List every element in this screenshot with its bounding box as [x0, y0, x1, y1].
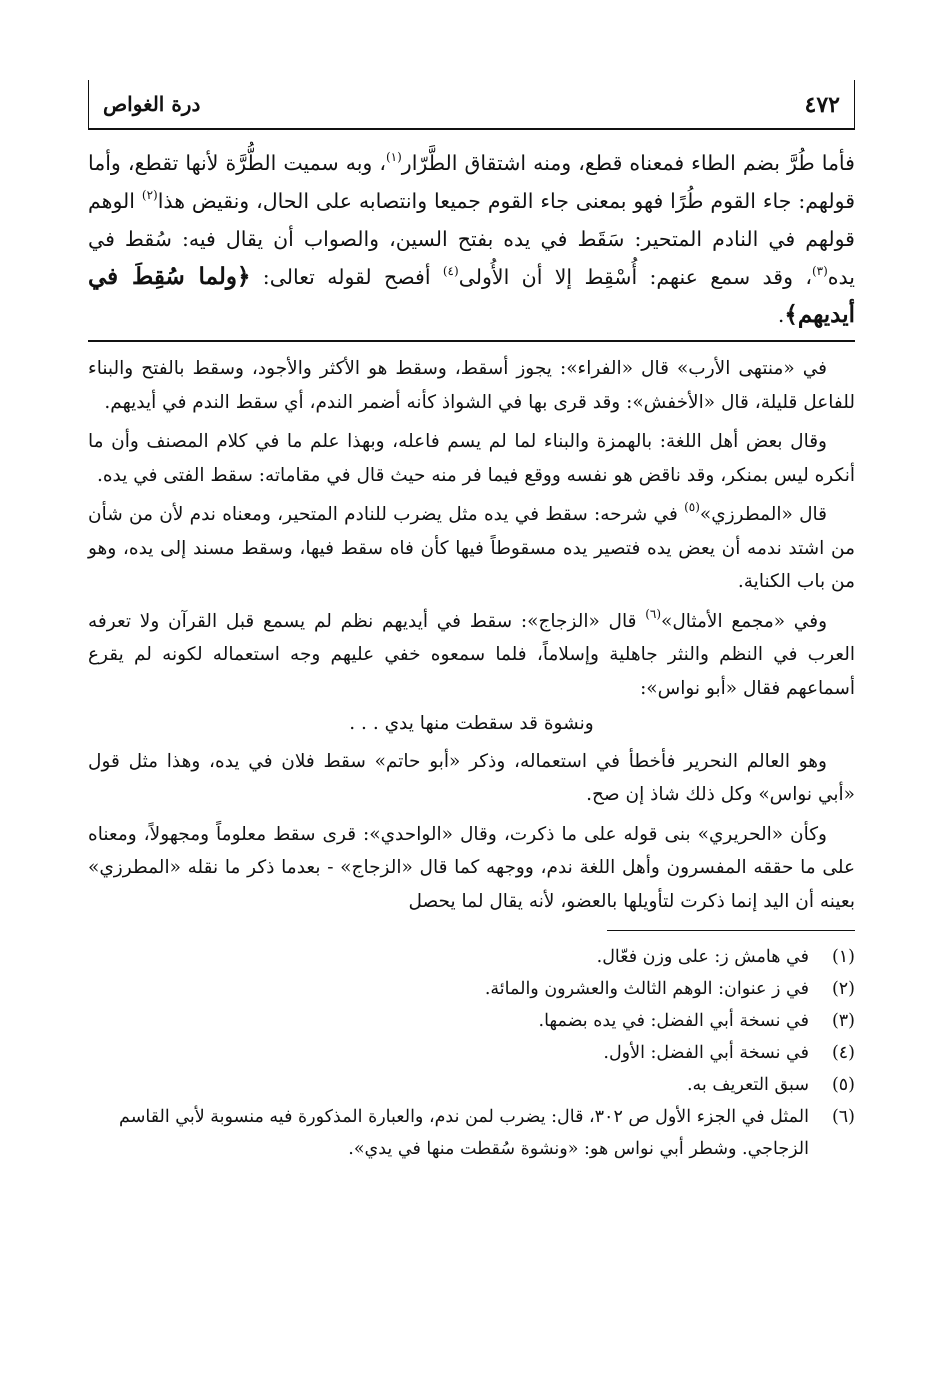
commentary-text: قال «الزجاج»: سقط في أيديهم نظم لم يسمع قبل القرآن ولا تعرفه العرب في النظم والنثر جاهلية وإسلاماً، فلما سمعوه خفي عليهم وجه استعماله لكونه لم يقرع أسماعهم فقال «أبو نواس»:	[88, 610, 855, 699]
footnote-ref-3: (٣)	[811, 264, 828, 278]
running-title: درة الغواص	[103, 92, 201, 116]
main-text-part: أفصح لقوله تعالى:	[250, 265, 443, 289]
quran-quote: ﴿ولما سُقِطَ في أيديهم﴾	[88, 263, 855, 328]
main-paragraph	[88, 144, 855, 334]
footnote-item	[88, 941, 855, 973]
footnote-number: (١)	[831, 947, 855, 967]
poetry-verse: ونشوة قد سقطت منها يدي . . .	[349, 713, 594, 734]
footnote-item	[88, 1069, 855, 1101]
footnote-ref-5: (٥)	[684, 500, 700, 514]
page-number: ٤٧٢	[804, 92, 840, 118]
footnote-ref-2: (٢)	[141, 188, 158, 202]
page-header	[88, 80, 855, 130]
main-text-part: الوهم قولهم في النادم المتحير: سَقَط في يده بفتح السين، والصواب أن يقال فيه: سُقط في يده	[88, 189, 855, 289]
footnote-item	[88, 1037, 855, 1069]
commentary	[88, 352, 855, 918]
footnotes	[88, 941, 855, 1165]
footnote-number: (٤)	[831, 1043, 855, 1063]
commentary-text: وفي «مجمع الأمثال»	[661, 610, 828, 632]
commentary-text: قال «المطرزي»	[699, 504, 827, 525]
footnote-text: في نسخة أبي الفضل: الأول.	[603, 1043, 809, 1063]
footnote-text: في ز عنوان: الوهم الثالث والعشرون والمائة.	[484, 979, 809, 999]
footnote-item	[88, 1005, 855, 1037]
footnote-divider	[607, 930, 855, 931]
section-divider	[88, 340, 855, 342]
footnote-number: (٣)	[831, 1011, 855, 1031]
commentary-text: في شرحه: سقط في يده مثل يضرب للنادم المتحير، ومعناه ندم لأن من شأن من اشتد ندمه أن يعض يده فتصير يده مسقوطاً فيها كأن فاه سقط فيها، وسقط مسند إلى يده، وهو من باب الكناية.	[88, 504, 855, 592]
footnote-text: سبق التعريف به.	[686, 1075, 809, 1095]
commentary-paragraph: في «منتهى الأرب» قال «الفراء»: يجوز أسقط، وسقط هو الأكثر والأجود، وسقط بالفتح والبناء للفاعل قليلة، قال «الأخفش»: وقد قرى بها في الشواذ كأنه أضمر الندم، أي سقط الندم في أيديهم.	[88, 358, 855, 413]
footnote-ref-1: (١)	[385, 150, 402, 164]
footnote-item	[88, 973, 855, 1005]
footnote-ref-4: (٤)	[442, 264, 459, 278]
commentary-paragraph	[88, 605, 855, 706]
main-text-part: .	[777, 303, 785, 327]
commentary-paragraph	[88, 498, 855, 599]
main-text-part: فأما طُرَّ بضم الطاء فمعناه قطع، ومنه اشتقاق الطَّرّار	[401, 151, 855, 175]
commentary-paragraph: وكأن «الحريري» بنى قوله على ما ذكرت، وقال «الواحدي»: قرى سقط معلوماً ومجهولاً، ومعناه على ما حققه المفسرون وأهل اللغة ندم، ووجهه كما قال «الزجاج» - بعدما ذكر ما نقله «المطرزي» بعينه أن اليد إنما ذكرت لتأويلها بالعضو، لأنه يقال لما يحصل	[88, 823, 855, 912]
footnote-text: في نسخة أبي الفضل: في يده بضمها.	[538, 1011, 809, 1031]
book-page	[88, 80, 855, 1165]
footnote-number: (٢)	[831, 979, 855, 999]
main-text-part: ، وبه سميت الطُّرَّة لأنها تقطع، وأما قولهم: جاء القوم طُرًا فهو بمعنى جاء القوم جميعا وانتصابه على الحال، ونقيض هذا	[88, 151, 855, 213]
main-text-part: ، وقد سمع عنهم: أُسْقِط إلا أن الأُولى	[458, 265, 812, 289]
footnote-ref-6: (٦)	[645, 606, 662, 621]
footnote-number: (٥)	[831, 1075, 855, 1095]
main-text	[88, 144, 855, 334]
commentary-paragraph: وقال بعض أهل اللغة: بالهمزة والبناء لما لم يسم فاعله، وبهذا علم ما في كلام المصنف وأن ما أنكره ليس بمنكر، وقد ناقض هو نفسه ووقع فيما فر منه حيث قال في مقاماته: سقط الفتى في يده.	[88, 431, 855, 486]
commentary-paragraph: وهو العالم النحرير فأخطأ في استعماله، وذكر «أبو حاتم» سقط فلان في يده، وهذا مثل قول «أبي نواس» وكل ذلك شاذ إن صح.	[88, 750, 855, 805]
footnote-number: (٦)	[831, 1107, 855, 1127]
footnote-text: في هامش ز: على وزن فعّال.	[596, 947, 809, 967]
footnote-text: المثل في الجزء الأول ص ٣٠٢، قال: يضرب لمن ندم، والعبارة المذكورة فيه منسوبة لأبي القاسم الزجاجي. وشطر أبي نواس هو: «ونشوة سُقطت منها في يدي».	[119, 1107, 809, 1159]
footnote-item	[88, 1101, 855, 1165]
